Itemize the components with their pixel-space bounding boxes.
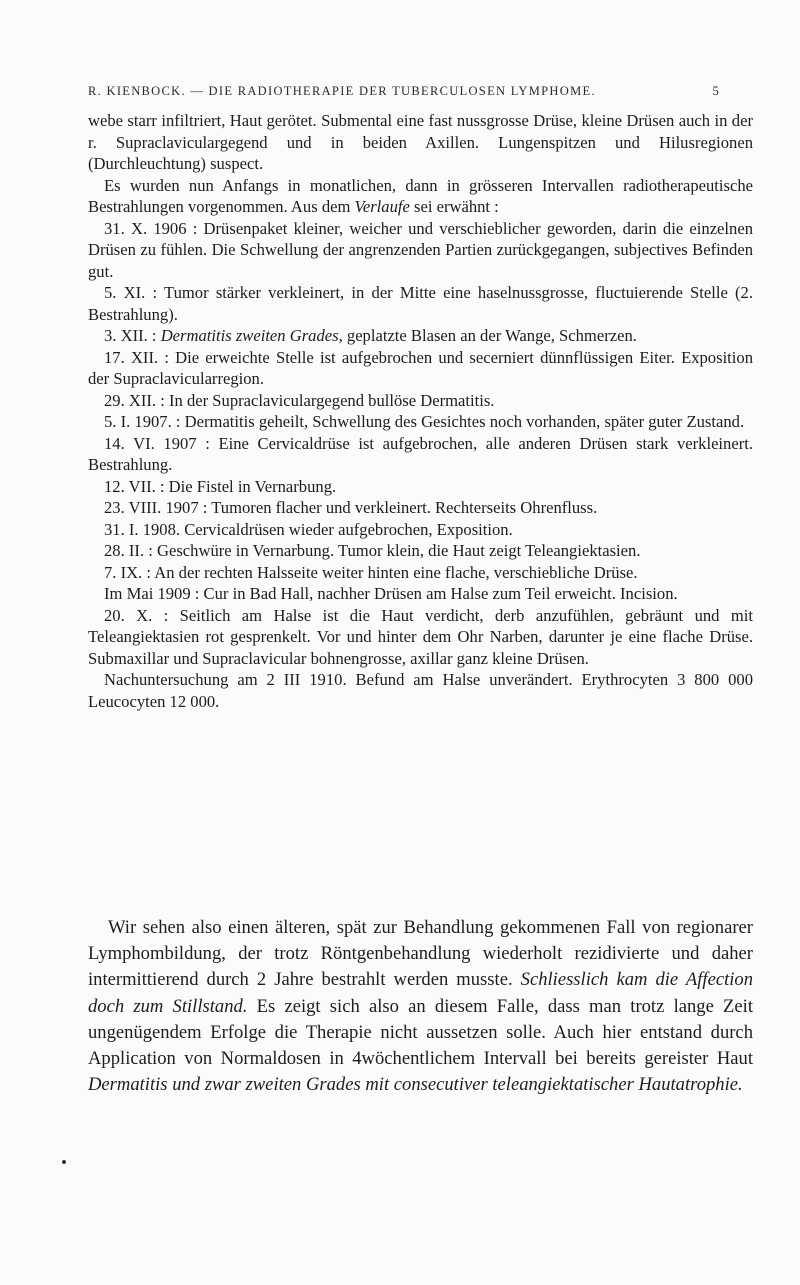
- paragraph: 5. I. 1907. : Dermatitis geheilt, Schwellung des Gesichtes noch vorhanden, später guter Zustand.: [104, 412, 745, 431]
- paragraph: Nachuntersuchung am 2 III 1910. Befund am Halse unverändert. Erythrocyten 3 800 000 Leucocyten 12 000.: [88, 670, 753, 711]
- paragraph: 14. VI. 1907 : Eine Cervicaldrüse ist aufgebrochen, alle anderen Drüsen stark verkleinert. Bestrahlung.: [88, 433, 753, 474]
- paragraph: 20. X. : Seitlich am Halse ist die Haut verdicht, derb anzufühlen, gebräunt und mit Teleangiektasien rot gesprenkelt. Vor und hinter dem Ohr Narben, darunter je eine flache Drüse. Submaxillar und Supraclavicular bohnengrosse, axillar ganz kleine Drüsen.: [88, 605, 753, 668]
- paragraph: Es wurden nun Anfangs in monatlichen, dann in grösseren Intervallen radiotherapeutische Bestrahlungen vorgenommen. Aus dem Verlaufe sei erwähnt :: [88, 175, 753, 216]
- paragraph: 5. XI. : Tumor stärker verkleinert, in der Mitte eine haselnussgrosse, fluctuierende Stelle (2. Bestrahlung).: [88, 283, 753, 324]
- paragraph: 17. XII. : Die erweichte Stelle ist aufgebrochen und secerniert dünnflüssigen Eiter. Exposition der Supraclavicularregion.: [88, 347, 753, 388]
- case-notes: [88, 110, 753, 712]
- paragraph: 31. I. 1908. Cervicaldrüsen wieder aufgebrochen, Exposition.: [104, 519, 513, 539]
- paragraph: 28. II. : Geschwüre in Vernarbung. Tumor klein, die Haut zeigt Teleangiektasien.: [104, 541, 641, 560]
- paragraph: 12. VII. : Die Fistel in Vernarbung.: [104, 476, 337, 496]
- paragraph: 29. XII. : In der Supraclaviculargegend bullöse Dermatitis.: [104, 390, 495, 410]
- paragraph: webe starr infiltriert, Haut gerötet. Submental eine fast nussgrosse Drüse, kleine Drüsen auch in der r. Supraclaviculargegend und in beiden Axillen. Lungenspitzen und Hilusregionen (Durchleuchtung) suspect.: [88, 111, 753, 173]
- paragraph: Im Mai 1909 : Cur in Bad Hall, nachher Drüsen am Halse zum Teil erweicht. Incision.: [104, 584, 678, 603]
- discussion: [88, 915, 753, 1098]
- running-head-title: R. KIENBOCK. — DIE RADIOTHERAPIE DER TUBERCULOSEN LYMPHOME.: [88, 84, 596, 98]
- paragraph: 3. XII. : Dermatitis zweiten Grades, geplatzte Blasen an der Wange, Schmerzen.: [104, 326, 637, 345]
- page-number: 5: [712, 84, 720, 98]
- running-head: [88, 84, 720, 99]
- paragraph: 23. VIII. 1907 : Tumoren flacher und verkleinert. Rechterseits Ohrenfluss.: [104, 498, 598, 517]
- ink-speck: [62, 1160, 66, 1164]
- paragraph: Wir sehen also einen älteren, spät zur Behandlung gekommenen Fall von regionarer Lymphombildung, der trotz Röntgenbehandlung wiederholt rezidivierte und daher intermittierend durch 2 Jahre bestrahlt werden musste. Schliesslich kam die Affection doch zum Stillstand. Es zeigt sich also an diesem Falle, dass man trotz lange Zeit ungenügendem Erfolge die Therapie nicht aussetzen solle. Auch hier entstand durch Application von Normaldosen in 4wöchentlichem Intervall bei bereits gereister Haut Dermatitis und zwar zweiten Grades mit consecutiver teleangiektatischer Hautatrophie.: [88, 917, 754, 1096]
- paragraph: 31. X. 1906 : Drüsenpaket kleiner, weicher und verschieblicher geworden, darin die einzelnen Drüsen zu fühlen. Die Schwellung der angrenzenden Partien zurückgegangen, subjectives Befinden gut.: [88, 218, 753, 281]
- paragraph: 7. IX. : An der rechten Halsseite weiter hinten eine flache, verschiebliche Drüse.: [104, 562, 638, 582]
